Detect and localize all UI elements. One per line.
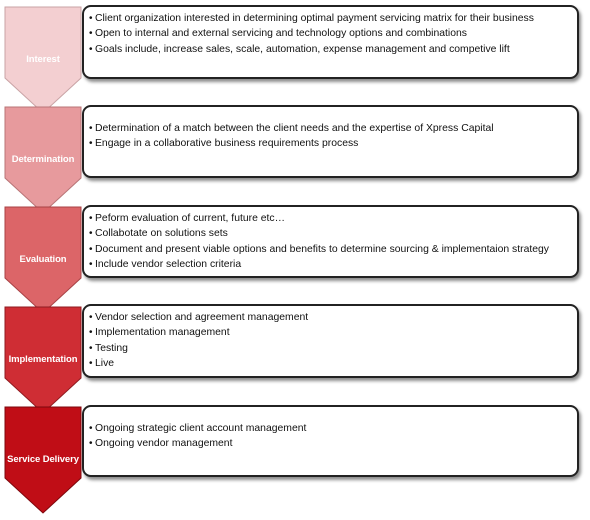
- list-item-text: Goals include, increase sales, scale, automation, expense management and competive lift: [95, 43, 510, 55]
- stage-label: Implementation: [8, 354, 78, 365]
- bullet-dot: •: [89, 312, 93, 323]
- list-item: [89, 257, 571, 272]
- stage-service-delivery: [0, 400, 590, 500]
- stage-details-box: [82, 205, 579, 278]
- bullet-dot: •: [89, 423, 93, 434]
- chevron-service-delivery: [4, 406, 82, 514]
- list-item-text: Collabotate on solutions sets: [95, 228, 228, 240]
- stage-details-box: [82, 405, 579, 477]
- list-item: [89, 436, 571, 451]
- list-item-text: Testing: [95, 342, 128, 354]
- bullet-dot: •: [89, 28, 93, 40]
- list-item: [89, 310, 571, 325]
- bullet-list: [89, 11, 571, 57]
- stage-details-box: [82, 5, 579, 79]
- list-item-text: Ongoing strategic client account management: [95, 423, 307, 434]
- stage-interest: [0, 0, 590, 100]
- list-item: [89, 421, 571, 436]
- bullet-dot: •: [89, 43, 93, 55]
- list-item: [89, 211, 571, 226]
- list-item-text: Implementation management: [95, 327, 230, 339]
- list-item: [89, 325, 571, 340]
- list-item-text: Open to internal and external servicing and technology options and combinations: [95, 28, 467, 40]
- chevron-evaluation: [4, 206, 82, 314]
- bullet-list: [89, 421, 571, 452]
- bullet-list: [89, 211, 571, 272]
- chevron-determination: [4, 106, 82, 214]
- bullet-list: [89, 121, 571, 152]
- chevron-interest: [4, 6, 82, 114]
- list-item: [89, 242, 571, 257]
- list-item: [89, 356, 571, 371]
- stage-label: Interest: [26, 54, 60, 65]
- bullet-dot: •: [89, 123, 93, 134]
- list-item-text: Peform evaluation of current, future etc…: [95, 213, 286, 224]
- stage-implementation: [0, 300, 590, 400]
- chevron-implementation: [4, 306, 82, 414]
- list-item: [89, 226, 571, 241]
- list-item-text: Vendor selection and agreement management: [95, 312, 309, 323]
- bullet-dot: •: [89, 213, 93, 224]
- bullet-dot: •: [89, 438, 93, 450]
- list-item: [89, 26, 571, 41]
- list-item: [89, 42, 571, 57]
- list-item: [89, 11, 571, 26]
- list-item-text: Client organization interested in determining optimal payment servicing matrix for their business: [95, 13, 534, 24]
- bullet-dot: •: [89, 327, 93, 339]
- bullet-dot: •: [89, 243, 93, 255]
- stage-details-box: [82, 105, 579, 178]
- list-item-text: Document and present viable options and benefits to determine sourcing & implementaion strategy: [95, 243, 549, 255]
- bullet-dot: •: [89, 138, 93, 150]
- list-item: [89, 136, 571, 151]
- list-item-text: Ongoing vendor management: [95, 438, 233, 450]
- bullet-dot: •: [89, 13, 93, 24]
- list-item-text: Live: [95, 357, 115, 369]
- list-item-text: Engage in a collaborative business requirements process: [95, 138, 359, 150]
- bullet-dot: •: [89, 258, 93, 270]
- bullet-dot: •: [89, 357, 93, 369]
- stage-label: Service Delivery: [7, 454, 79, 465]
- bullet-list: [89, 310, 571, 371]
- stage-determination: [0, 100, 590, 200]
- stage-evaluation: [0, 200, 590, 300]
- bullet-dot: •: [89, 342, 93, 354]
- list-item-text: Include vendor selection criteria: [95, 258, 242, 270]
- list-item: [89, 121, 571, 136]
- list-item-text: Determination of a match between the client needs and the expertise of Xpress Capital: [95, 123, 494, 134]
- list-item: [89, 341, 571, 356]
- stage-details-box: [82, 304, 579, 378]
- stage-label: Determination: [11, 154, 75, 165]
- bullet-dot: •: [89, 228, 93, 240]
- stage-label: Evaluation: [19, 254, 67, 265]
